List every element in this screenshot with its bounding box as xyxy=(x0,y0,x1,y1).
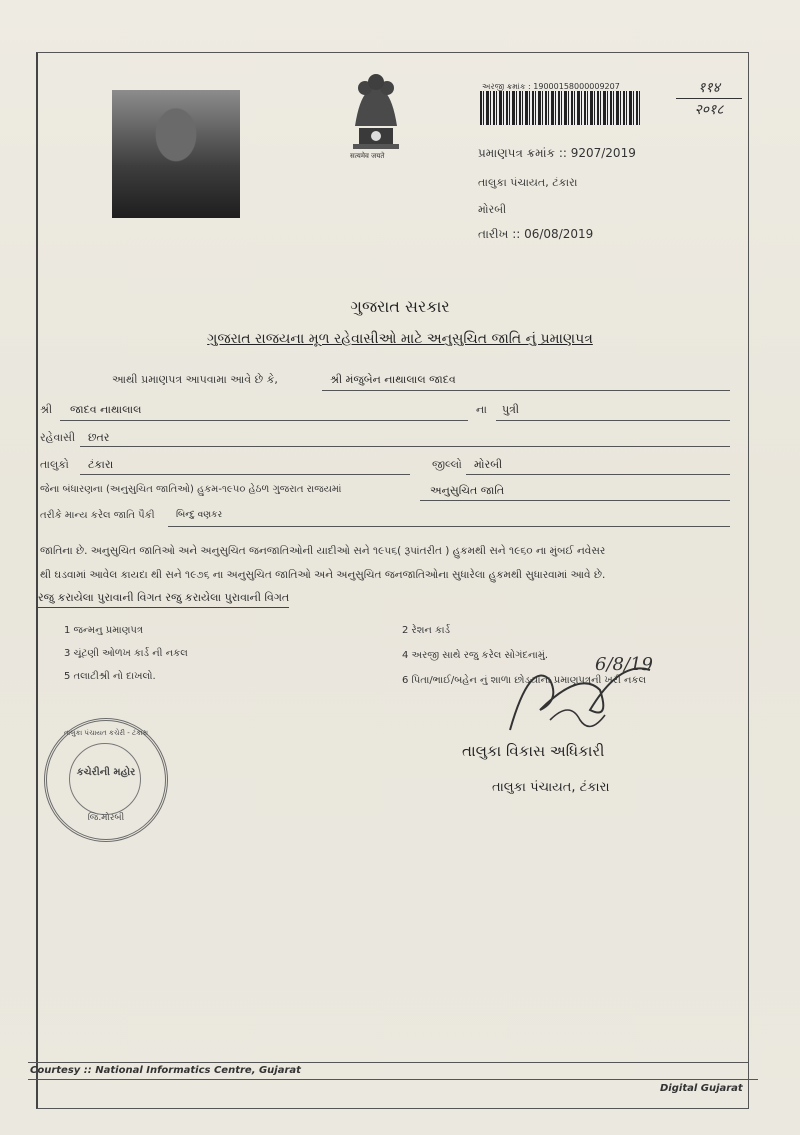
document-item: 6 પિતા/ભાઈ/બહેન નું શાળા છોડયાના પ્રમાણપત્રની ખરી નકલ xyxy=(402,675,647,686)
applicant-photo xyxy=(112,90,240,218)
document-item: 2 રેશન કાર્ડ xyxy=(402,625,451,636)
resident-label: રહેવાસી xyxy=(40,431,76,444)
signature-date: 6/8/19 xyxy=(595,654,653,675)
handwritten-number-top: ११४ xyxy=(698,80,720,96)
constitution-label: જેના બંધારણના (અનુસુચિત જાતિઓ) હુકમ-૧૯૫૦ હેઠળ ગુજરાત રાજયમાં xyxy=(40,484,342,495)
taluka-value: ટંકારા xyxy=(88,458,114,471)
issuing-office: તાલુકા પંચાયત, ટંકારા xyxy=(478,176,578,189)
relation-value: પુત્રી xyxy=(502,403,520,416)
handwritten-number-bottom: २०१८ xyxy=(694,102,724,118)
document-item: 3 ચૂંટણી ઓળખ કાર્ડ ની નકલ xyxy=(64,648,188,659)
document-item: 5 તલાટીશ્રી નો દાખલો. xyxy=(64,671,156,682)
issuing-district: મોરબી xyxy=(478,203,507,216)
officer-office: તાલુકા પંચાયત, ટંકારા xyxy=(492,780,610,795)
seal-center-text: કચેરીની મહોર xyxy=(76,767,136,778)
issue-date: તારીખ :: 06/08/2019 xyxy=(478,227,594,241)
emblem-motto: सत्यमेव जयते xyxy=(350,152,385,160)
father-name: જાદવ નાથાલાલ xyxy=(70,403,142,416)
seal-bottom-text: જિ.મોરબી xyxy=(87,813,125,823)
certificate-number: પ્રમાણપત્ર ક્રમાંક :: 9207/2019 xyxy=(478,146,636,160)
relation-label: ના xyxy=(476,403,487,416)
officer-signature xyxy=(490,640,660,740)
application-number: અરજી ક્રમાંક : 19000158000009207 xyxy=(482,82,620,91)
intro-label: આથી પ્રમાણપત્ર આપવામા આવે છે કે, xyxy=(112,373,278,386)
national-emblem-icon xyxy=(345,70,407,156)
certificate-title: ગુજરાત રાજયના મૂળ રહેવાસીઓ માટે અનુસુચિત જાતિ નું પ્રમાણપત્ર xyxy=(207,331,593,347)
district-label: જીલ્લો xyxy=(432,458,462,471)
constitution-value: અનુસુચિત જાતિ xyxy=(430,484,505,497)
caste-label: તરીકે માન્ય કરેલ જાતિ પૈકી xyxy=(40,510,155,521)
resident-value: છતર xyxy=(88,431,110,444)
barcode xyxy=(480,91,640,125)
paragraph-line-2: થી ઘડવામાં આવેલ કાયદા થી સને ૧૯૭૬ ના અનુસુચિત જાતિઓ અને અનુસુચિત જનજાતિઓના સુધારેલા હુકમથી સુધારવામાં આવે છે. xyxy=(40,569,606,581)
seal-top-text: તાલુકા પંચાયત કચેરી - ટંકારા xyxy=(63,729,149,737)
digital-gujarat-footer: Digital Gujarat xyxy=(660,1083,743,1094)
documents-heading: રજુ કરાયેલા પુરાવાની વિગત રજુ કરાયેલા પુરાવાની વિગત xyxy=(38,591,289,608)
handwritten-number xyxy=(670,78,748,119)
paragraph-line-1: જાતિના છે. અનુસુચિત જાતિઓ અને અનુસુચિત જનજાતિઓની યાદીઓ સને ૧૯૫૬( રૂપાંતરીત ) હુકમથી સને ૧૯૬૦ ના મુંબઈ નવેસર xyxy=(40,545,606,557)
document-item: 4 અરજી સાથે રજુ કરેલ સોગંદનામું. xyxy=(402,650,549,661)
district-value: મોરબી xyxy=(474,458,503,471)
shri-label: શ્રી xyxy=(40,403,53,416)
office-seal xyxy=(44,718,168,842)
caste-value: બિન્દુ વણકર xyxy=(176,510,223,520)
courtesy-footer: Courtesy :: National Informatics Centre, Gujarat xyxy=(30,1065,301,1076)
officer-designation: તાલુકા વિકાસ અધિકારી xyxy=(462,742,605,760)
government-title: ગુજરાત સરકાર xyxy=(350,297,450,316)
holder-name: શ્રી મંજુબેન નાથાલાલ જાદવ xyxy=(330,373,456,386)
document-item: 1 જન્મનુ પ્રમાણપત્ર xyxy=(64,625,144,636)
taluka-label: તાલુકો xyxy=(40,458,69,471)
